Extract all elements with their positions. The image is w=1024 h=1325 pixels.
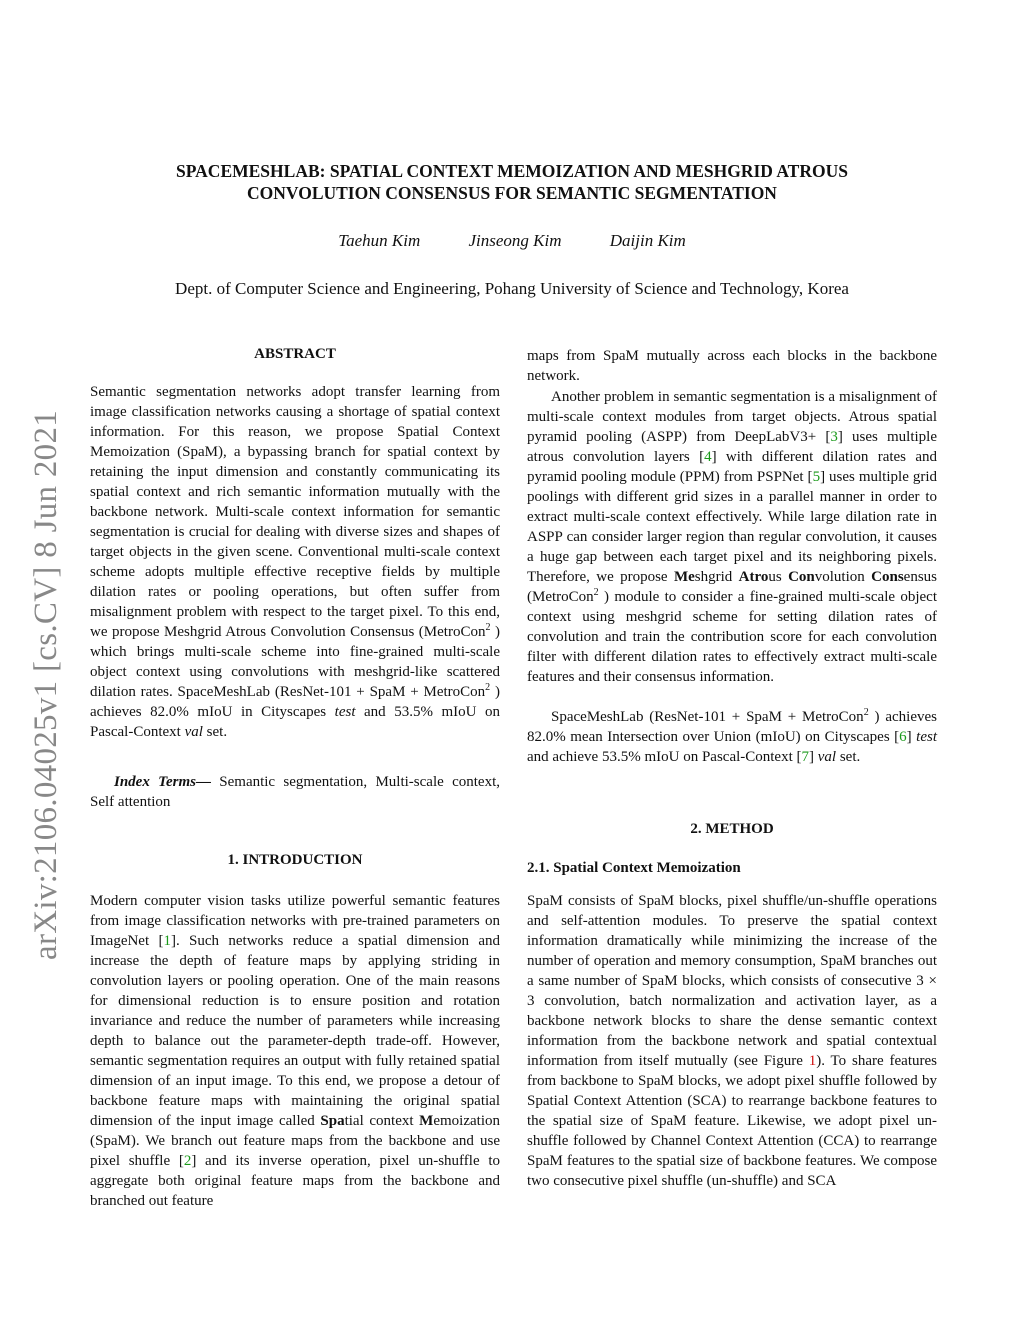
introduction-paragraph xyxy=(90,891,500,1211)
text-segment: and 53.5% mIoU on Pascal-Context xyxy=(90,704,500,740)
author-list xyxy=(0,231,1024,251)
author: Daijin Kim xyxy=(609,231,686,250)
text-segment: ] and its inverse operation, pixel un-shuffle to aggregate both original feature maps from the backbone and branched out feature xyxy=(90,1153,500,1209)
text-segment: val xyxy=(817,749,837,765)
text-segment: Index Terms— xyxy=(114,774,211,790)
text-segment: val xyxy=(184,724,203,740)
text-segment: ] uses multiple grid poolings with different grid sizes in a parallel manner in order to extract multi-scale context effectively. While large dilation rate in ASPP can consider larger region than regular convolution, it causes a huge gap between each target pixel and its neighboring pixels. Therefore, we propose xyxy=(527,469,937,585)
text-segment: set. xyxy=(202,724,228,740)
figure-reference-link[interactable]: 1 xyxy=(808,1053,817,1069)
text-segment: Another problem in semantic segmentation is a misalignment of multi-scale context modules from target objects. Atrous spatial pyramid pooling (ASPP) from DeepLabV3+ [ xyxy=(527,389,937,445)
paper-title xyxy=(60,160,964,204)
text-segment: Con xyxy=(788,569,815,585)
citation-link[interactable]: 2 xyxy=(183,1153,192,1169)
text-segment: ensus (MetroCon xyxy=(527,569,937,605)
text-segment: 2 xyxy=(593,587,599,598)
text-segment: Atro xyxy=(738,569,769,585)
text-segment: test xyxy=(916,729,937,745)
text-segment: 2 xyxy=(863,707,869,718)
text-segment: Cons xyxy=(871,569,904,585)
text-segment: SpaM consists of SpaM blocks, pixel shuffle/un-shuffle operations and self-attention modules. To preserve the spatial context information dramatically while minimizing the increase of the number of operation and memory consumption, SpaM branches out a same number of SpaM blocks, which consists of consecutive 3 × 3 convolution, batch normalization and activation layer, as a backbone network blocks to share the dense semantic context information from the backbone network and spatial contextual information from itself mutually (see Figure xyxy=(527,893,937,1069)
text-segment: ) which brings multi-scale scheme into fine-grained multi-scale object context using convolutions with meshgrid-like scattered dilation rates. SpaceMeshLab (ResNet-101 + SpaM + MetroCon xyxy=(90,624,500,700)
text-segment: ). To share features from backbone to SpaM blocks, we adopt pixel shuffle followed by Spatial Context Attention (SCA) to rearrange backbone features to the spatial size of SpaM feature. Likewise, we adopt pixel un-shuffle followed by Channel Context Attention (CCA) to rearrange SpaM features to the spatial size of backbone features. We compose two consecutive pixel shuffle (un-shuffle) and SCA xyxy=(527,1053,937,1189)
text-segment: emoization (SpaM). We branch out feature maps from the backbone and use pixel shuffle [ xyxy=(90,1113,500,1169)
citation-link[interactable]: 6 xyxy=(899,729,907,745)
citation-link[interactable]: 1 xyxy=(163,933,171,949)
affiliation: Dept. of Computer Science and Engineering, Pohang University of Science and Technology, Korea xyxy=(175,279,849,298)
text-segment: ]. Such networks reduce a spatial dimension and increase the depth of feature maps by applying striding in convolution layers or pooling operation. One of the main reasons for dimensional reduction is to ensure position and rotation invariance and reduce the number of parameters while increasing depth to balance out the parameter-depth trade-off. However, semantic segmentation requires an output with fully retained spatial dimension of an input image. To this end, we propose a detour of backbone feature maps with maintaining the original spatial dimension of the input image called xyxy=(90,933,500,1129)
text-segment: tial context xyxy=(344,1113,420,1129)
author: Taehun Kim xyxy=(338,231,421,250)
method-heading: 2. METHOD xyxy=(690,821,774,837)
spam-paragraph xyxy=(527,891,937,1191)
index-terms xyxy=(90,772,500,812)
text-segment: ] xyxy=(906,729,917,745)
text-segment: maps from SpaM mutually across each blocks in the backbone network. xyxy=(527,348,937,384)
title-line-2: CONVOLUTION CONSENSUS FOR SEMANTIC SEGMENTATION xyxy=(247,183,777,203)
intro-continuation-paragraph xyxy=(527,346,937,386)
citation-link[interactable]: 3 xyxy=(830,429,838,445)
abstract-paragraph xyxy=(90,382,500,742)
citation-link[interactable]: 5 xyxy=(812,469,821,485)
text-segment: us xyxy=(768,569,789,585)
text-segment: Semantic segmentation networks adopt transfer learning from image classification networks causing a shortage of spatial context information. For this reason, we propose Spatial Context Memoization (SpaM), a bypassing branch for spatial context by retaining the input dimension and constantly communicating its spatial context and rich semantic information mutually with the backbone network. Multi-scale context information for semantic segmentation is crucial for dealing with diverse sizes and shapes of target objects in the given scene. Conventional multi-scale context scheme adopts multiple effective receptive fields by multiple dilation rates or pooling operations, but often suffer from misalignment problem with respect to the target pixel. To this end, we propose Meshgrid Atrous Convolution Consensus (MetroCon xyxy=(90,384,500,640)
text-segment: Modern computer vision tasks utilize powerful semantic features from image classification networks with pre-trained parameters on ImageNet [ xyxy=(90,893,500,949)
text-segment: ) achieves 82.0% mean Intersection over Union (mIoU) on Cityscapes [ xyxy=(527,709,937,745)
spam-subheading: 2.1. Spatial Context Memoization xyxy=(527,860,741,876)
text-segment: ] uses multiple atrous convolution layers [ xyxy=(527,429,937,465)
introduction-heading: 1. INTRODUCTION xyxy=(227,852,363,868)
citation-link[interactable]: 4 xyxy=(704,449,712,465)
results-paragraph xyxy=(527,707,937,767)
text-segment: volution xyxy=(814,569,872,585)
text-segment: 2 xyxy=(485,682,491,693)
author: Jinseong Kim xyxy=(468,231,562,250)
text-segment: ] with different dilation rates and pyramid pooling module (PPM) from PSPNet [ xyxy=(527,449,937,485)
text-segment: SpaceMeshLab (ResNet-101 + SpaM + MetroCon xyxy=(551,709,864,725)
text-segment: Semantic segmentation, Multi-scale context, Self attention xyxy=(90,774,501,810)
arxiv-identifier-stamp: arXiv:2106.04025v1 [cs.CV] 8 Jun 2021 xyxy=(28,409,64,960)
abstract-heading: ABSTRACT xyxy=(254,346,336,362)
text-segment: shgrid xyxy=(694,569,739,585)
text-segment: ) achieves 82.0% mIoU in Cityscapes xyxy=(90,684,500,720)
text-segment: ) module to consider a fine-grained multi-scale object context using meshgrid scheme for setting dilation rates of convolution and train the contribution score for each convolution filter with different dilation rates to effectively extract multi-scale features and their consensus information. xyxy=(527,589,937,685)
text-segment: Me xyxy=(673,569,695,585)
text-segment: Spa xyxy=(320,1113,345,1129)
text-segment: ] xyxy=(809,749,818,765)
text-segment: 2 xyxy=(485,622,491,633)
text-segment: set. xyxy=(836,749,861,765)
text-segment: M xyxy=(419,1113,434,1129)
title-line-1: SPACEMESHLAB: SPATIAL CONTEXT MEMOIZATION AND MESHGRID ATROUS xyxy=(176,161,848,181)
misalignment-paragraph xyxy=(527,387,937,687)
citation-link[interactable]: 7 xyxy=(801,749,810,765)
text-segment: and achieve 53.5% mIoU on Pascal-Context [ xyxy=(527,749,802,765)
text-segment: test xyxy=(334,704,356,720)
